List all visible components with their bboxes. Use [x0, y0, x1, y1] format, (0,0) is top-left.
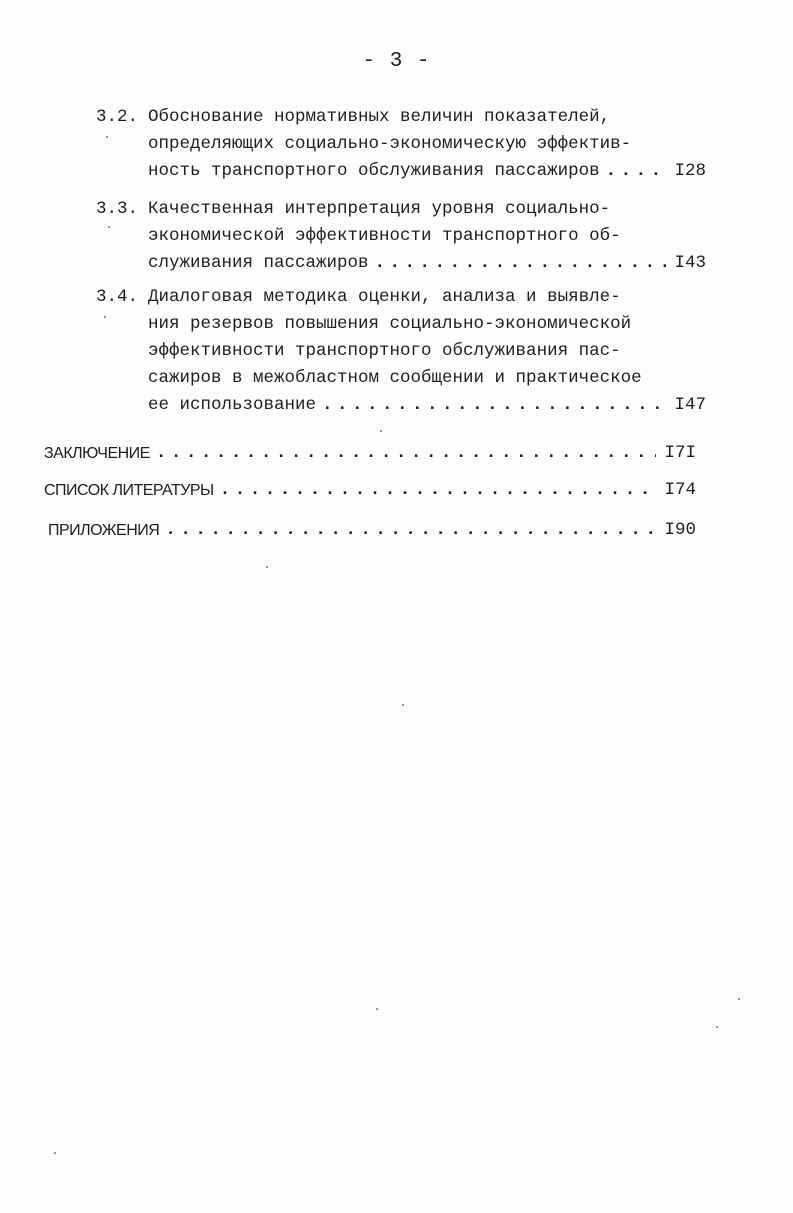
- scan-speck: [266, 566, 268, 568]
- scan-speck: [106, 136, 108, 138]
- toc-entry-3-4: [96, 284, 706, 419]
- scan-speck: [402, 704, 404, 706]
- scan-speck: [104, 316, 106, 318]
- toc-entry-line: определяющих социально-экономическую эффектив-: [148, 134, 632, 154]
- scan-speck: [380, 430, 382, 432]
- scan-speck: [108, 226, 110, 228]
- toc-entry-number: 3.2.: [96, 107, 139, 127]
- toc-entry-line: служивания пассажиров: [148, 253, 369, 273]
- toc-entry-3-3: [96, 196, 706, 277]
- toc-section-page: I7I: [664, 443, 696, 463]
- toc-entry-line: ния резервов повышения социально-экономической: [148, 314, 632, 334]
- toc-entry-page: I28: [674, 161, 706, 181]
- scan-speck: [716, 1026, 718, 1028]
- toc-entry-number: 3.3.: [96, 199, 139, 219]
- dot-leader: [322, 392, 666, 419]
- toc-entry-page: I43: [674, 253, 706, 273]
- toc-section-title: ПРИЛОЖЕНИЯ: [48, 522, 160, 539]
- toc-section-title: ЗАКЛЮЧЕНИЕ: [44, 445, 150, 462]
- toc-entry-3-2: [96, 104, 706, 185]
- dot-leader: [606, 158, 666, 185]
- scan-speck: [738, 998, 740, 1000]
- toc-entry-line: Диалоговая методика оценки, анализа и выявле-: [148, 287, 621, 307]
- dot-leader: [220, 477, 656, 504]
- toc-entry-page: I47: [674, 395, 706, 415]
- dot-leader: [156, 440, 656, 467]
- toc-section-page: I74: [664, 480, 696, 500]
- toc-entry-line: эффективности транспортного обслуживания пас-: [148, 341, 621, 361]
- toc-section-appendices: [48, 517, 696, 544]
- toc-entry-line: Качественная интерпретация уровня социально-: [148, 199, 611, 219]
- toc-entry-line: ее использование: [148, 395, 317, 415]
- toc-entry-line: ность транспортного обслуживания пассажиров: [148, 161, 600, 181]
- toc-entry-line: экономической эффективности транспортного об-: [148, 226, 621, 246]
- dot-leader: [165, 517, 656, 544]
- toc-entry-line: сажиров в межобластном сообщении и практическое: [148, 368, 642, 388]
- scan-speck: [376, 1008, 378, 1010]
- toc-section-conclusion: [44, 440, 696, 467]
- toc-section-references: [44, 477, 696, 504]
- toc-entry-line: Обоснование нормативных величин показателей,: [148, 107, 611, 127]
- scan-speck: [54, 1152, 56, 1154]
- toc-entry-number: 3.4.: [96, 287, 139, 307]
- toc-section-title: СПИСОК ЛИТЕРАТУРЫ: [44, 482, 214, 499]
- toc-section-page: I90: [664, 520, 696, 540]
- dot-leader: [375, 250, 666, 277]
- page-number: - 3 -: [362, 50, 431, 73]
